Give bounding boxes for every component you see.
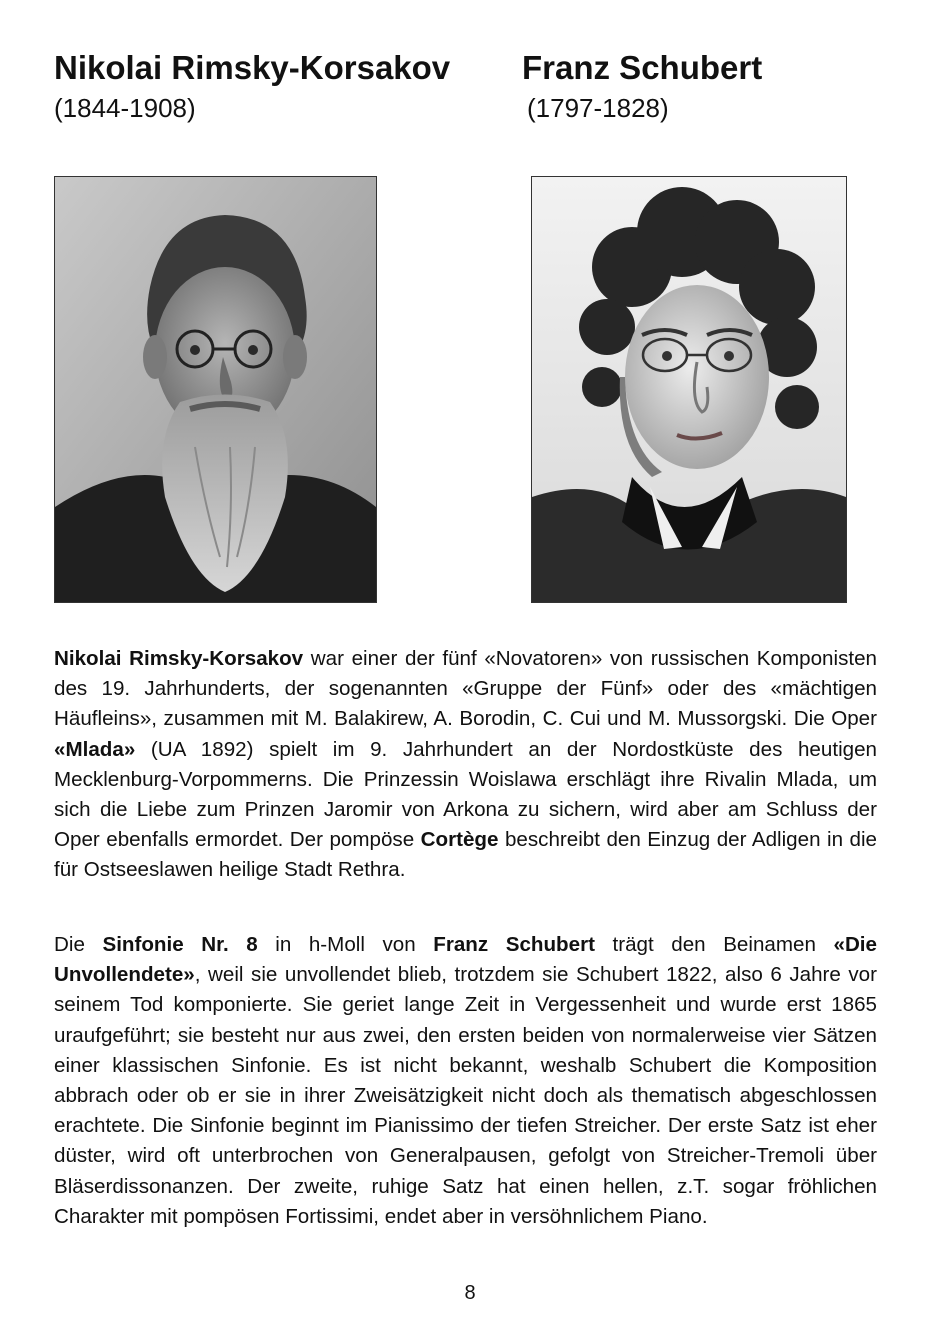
bold-opera-mlada: «Mlada» bbox=[54, 737, 136, 761]
paragraph1-text-part: war einer der fünf «Novatoren» von russischen Komponisten des 19. Jahrhunderts, der sogenannten «Gruppe der Fünf» oder des «mächtigen Häufleins», zusammen mit M. Balakirew, A. Borodin, C. Cui und M. Mussorgski. Die Oper bbox=[54, 647, 877, 731]
portrait-engraving-curly-haired-man-icon bbox=[532, 177, 846, 602]
paragraph2-text-part: in h-Moll von bbox=[257, 933, 434, 956]
page-number: 8 bbox=[464, 1282, 476, 1304]
paragraph2-text-part: Die bbox=[54, 933, 103, 956]
bold-composer-schubert: Franz Schubert bbox=[433, 933, 595, 956]
portrait-schubert bbox=[531, 176, 847, 603]
bold-composer-rimsky-korsakov: Nikolai Rimsky-Korsakov bbox=[54, 647, 304, 670]
paragraph2-text-part: trägt den Beinamen bbox=[594, 933, 834, 956]
portrait-rimsky-korsakov bbox=[54, 176, 377, 603]
paragraph2-text-part: , weil sie unvollendet blieb, trotzdem sie Schubert 1822, also 6 Jahre vor seinem Tod komponierte. Sie geriet lange Zeit in Vergessenheit und wurde erst 1865 uraufgeführt; sie besteht nur aus zwei, den ersten beiden von normalerweise vier Sätzen einer klassischen Sinfonie. Es ist nicht bekannt, weshalb Schubert die Komposition abbrach oder ob er sie in ihrer Zweisätzigkeit nicht doch als thematisch abgeschlossen erachtete. Die Sinfonie beginnt im Pianissimo der tiefen Streicher. Der erste Satz ist eher düster, wird oft unterbrochen von Generalpausen, gefolgt von Streicher-Tremoli über Bläserdissonanzen. Der zweite, ruhige Satz hat einen hellen, z.T. sogar fröhlichen Charakter mit pompösen Fortissimi, endet aber in versöhnlichem Piano. bbox=[54, 963, 877, 1228]
composer-dates-schubert: (1797-1828) bbox=[527, 93, 669, 123]
composer-name-rimsky-korsakov: Nikolai Rimsky-Korsakov bbox=[54, 49, 451, 86]
bold-cortege: Cortège bbox=[420, 828, 499, 852]
portrait-photo-bearded-man-icon bbox=[55, 177, 376, 602]
composer-dates-rimsky-korsakov: (1844-1908) bbox=[54, 93, 196, 123]
bold-sinfonie-nr-8: Sinfonie Nr. 8 bbox=[102, 933, 258, 956]
composer-name-schubert: Franz Schubert bbox=[522, 49, 763, 86]
paragraph-rimsky-korsakov bbox=[54, 644, 877, 886]
paragraph1-text-part: (UA 1892) spielt im 9. Jahrhundert an der Nordostküste des heutigen Mecklenburg-Vorpommerns. Die Prinzessin Woislawa erschlägt ihre Rivalin Mlada, um sich die Liebe zum Prinzen Jaromir von Arkona zu sichern, wird aber am Schluss der Oper ebenfalls ermordet. Der pompöse bbox=[54, 737, 877, 852]
paragraph1-text-part: beschreibt den Einzug der Adligen in die für Ostseeslawen heilige Stadt Rethra. bbox=[54, 828, 878, 882]
bold-die-unvollendete: «Die Unvollendete» bbox=[54, 933, 877, 987]
paragraph-schubert bbox=[54, 930, 877, 1232]
